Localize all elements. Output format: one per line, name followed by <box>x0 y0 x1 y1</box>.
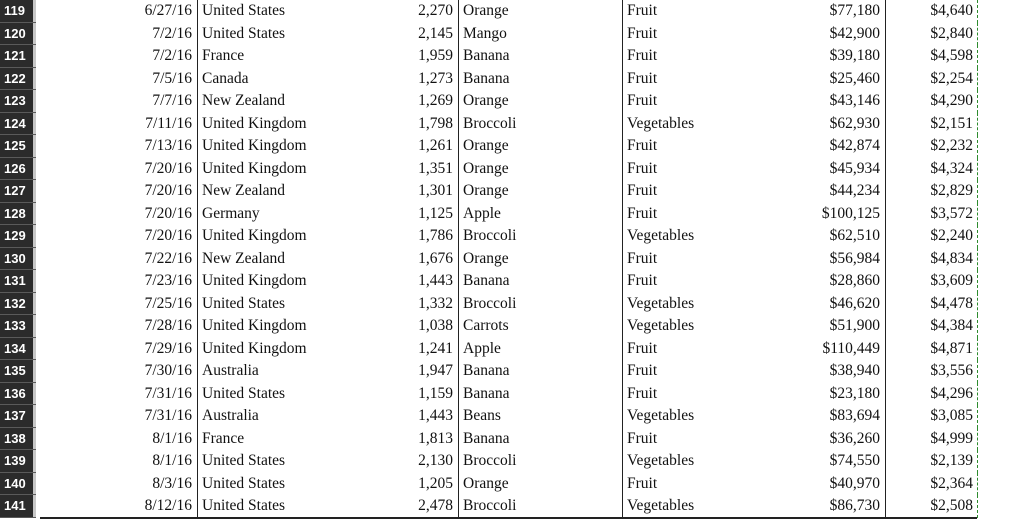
cell-revenue[interactable]: $100,125 <box>821 204 880 222</box>
cell-units[interactable]: 1,813 <box>418 429 453 447</box>
cell-date[interactable]: 7/31/16 <box>144 384 192 402</box>
cell-cost[interactable]: $3,556 <box>885 360 977 383</box>
page-break-line <box>977 225 980 248</box>
cell-product[interactable]: Banana <box>458 68 622 91</box>
cell-revenue[interactable]: $110,449 <box>822 339 880 357</box>
cell-product[interactable]: Banana <box>458 428 622 451</box>
cell-product[interactable]: Carrots <box>458 315 622 338</box>
cell-country[interactable]: New Zealand <box>197 248 397 271</box>
table-row <box>0 225 1024 248</box>
cell-product[interactable]: Orange <box>458 158 622 181</box>
cell-country[interactable]: Germany <box>197 203 397 226</box>
page-break-line <box>977 248 980 271</box>
cell-cost[interactable]: $3,085 <box>885 405 977 428</box>
cell-country[interactable]: United Kingdom <box>197 135 397 158</box>
cell-revenue[interactable]: $77,180 <box>829 2 880 19</box>
cell-units[interactable]: 1,443 <box>418 272 453 289</box>
row-header[interactable]: 133 <box>0 315 36 338</box>
cell-units[interactable]: 2,130 <box>418 452 453 469</box>
row-header[interactable]: 120 <box>0 23 36 46</box>
cell-date[interactable]: 8/12/16 <box>144 497 192 514</box>
page-break-line <box>977 270 980 293</box>
row-header[interactable]: 126 <box>0 158 36 181</box>
row-header[interactable]: 134 <box>0 338 36 361</box>
cell-product[interactable]: Banana <box>458 383 622 406</box>
cell-revenue[interactable]: $56,984 <box>829 249 880 267</box>
cell-units[interactable]: 1,332 <box>418 294 453 312</box>
cell-units[interactable]: 1,786 <box>418 227 453 244</box>
row-header[interactable]: 136 <box>0 383 36 406</box>
table-row <box>0 0 1024 23</box>
cell-product[interactable]: Apple <box>458 338 622 361</box>
cell-revenue[interactable]: $62,510 <box>829 227 880 244</box>
cell-country[interactable]: United States <box>197 0 397 23</box>
page-break-line <box>977 360 980 383</box>
cell-category[interactable]: Vegetables <box>622 450 782 473</box>
table-row <box>0 428 1024 451</box>
table-row <box>0 158 1024 181</box>
cell-revenue[interactable]: $40,970 <box>829 474 880 492</box>
cell-country[interactable]: United States <box>197 495 397 518</box>
row-header[interactable]: 138 <box>0 428 36 451</box>
cell-units[interactable]: 1,798 <box>418 114 453 132</box>
cell-cost[interactable]: $4,296 <box>885 383 977 406</box>
cell-category[interactable]: Vegetables <box>622 405 782 428</box>
cell-date[interactable]: 6/27/16 <box>144 2 192 19</box>
cell-cost[interactable]: $3,609 <box>885 270 977 293</box>
page-break-line <box>977 180 980 203</box>
cell-revenue[interactable]: $42,874 <box>829 137 880 154</box>
cell-date[interactable]: 7/25/16 <box>144 294 192 312</box>
cell-revenue[interactable]: $86,730 <box>829 497 880 514</box>
page-break-line <box>977 135 980 158</box>
cell-date[interactable]: 7/13/16 <box>144 137 192 154</box>
row-header[interactable]: 128 <box>0 203 36 226</box>
table-row <box>0 383 1024 406</box>
cell-units[interactable]: 1,301 <box>418 182 453 199</box>
cell-revenue[interactable]: $62,930 <box>829 114 880 132</box>
row-header[interactable]: 127 <box>0 180 36 203</box>
cell-date[interactable]: 7/31/16 <box>144 407 192 424</box>
cell-cost[interactable]: $4,324 <box>885 158 977 181</box>
cell-cost[interactable]: $4,640 <box>885 0 977 23</box>
cell-date[interactable]: 7/28/16 <box>144 317 192 334</box>
page-break-line <box>977 68 980 91</box>
row-header[interactable]: 132 <box>0 293 36 316</box>
cell-revenue[interactable]: $39,180 <box>829 47 880 64</box>
cell-revenue[interactable]: $46,620 <box>829 294 880 312</box>
cell-category[interactable]: Fruit <box>622 90 782 113</box>
cell-country[interactable]: France <box>197 428 397 451</box>
cell-category[interactable]: Fruit <box>622 135 782 158</box>
cell-category[interactable]: Fruit <box>622 248 782 271</box>
cell-cost[interactable]: $4,384 <box>885 315 977 338</box>
cell-category[interactable]: Fruit <box>622 270 782 293</box>
cell-date[interactable]: 7/20/16 <box>144 227 192 244</box>
page-break-line <box>977 0 980 23</box>
cell-units[interactable]: 1,241 <box>418 339 453 357</box>
table-row <box>0 360 1024 383</box>
cell-category[interactable]: Fruit <box>622 23 782 46</box>
cell-units[interactable]: 2,478 <box>418 497 453 514</box>
cell-cost[interactable]: $2,364 <box>885 473 977 496</box>
table-row <box>0 338 1024 361</box>
cell-cost[interactable]: $2,232 <box>885 135 977 158</box>
cell-category[interactable]: Vegetables <box>622 315 782 338</box>
cell-product[interactable]: Broccoli <box>458 225 622 248</box>
table-row <box>0 450 1024 473</box>
cell-category[interactable]: Fruit <box>622 383 782 406</box>
table-row <box>0 270 1024 293</box>
cell-product[interactable]: Apple <box>458 203 622 226</box>
cell-category[interactable]: Fruit <box>622 338 782 361</box>
cell-revenue[interactable]: $44,234 <box>829 182 880 199</box>
cell-units[interactable]: 1,443 <box>418 407 453 424</box>
cell-category[interactable]: Fruit <box>622 360 782 383</box>
table-row <box>0 405 1024 428</box>
row-header[interactable]: 131 <box>0 270 36 293</box>
cell-category[interactable]: Vegetables <box>622 293 782 316</box>
row-header[interactable]: 130 <box>0 248 36 271</box>
row-header[interactable]: 123 <box>0 90 36 113</box>
table-row <box>0 203 1024 226</box>
cell-country[interactable]: New Zealand <box>197 90 397 113</box>
cell-cost[interactable]: $2,254 <box>885 68 977 91</box>
cell-cost[interactable]: $2,508 <box>885 495 977 518</box>
cell-revenue[interactable]: $43,146 <box>829 92 880 109</box>
cell-cost[interactable]: $4,478 <box>885 293 977 316</box>
cell-country[interactable]: United Kingdom <box>197 225 397 248</box>
cell-category[interactable]: Fruit <box>622 0 782 23</box>
cell-units[interactable]: 1,959 <box>418 47 453 64</box>
row-header[interactable]: 119 <box>0 0 36 23</box>
cell-cost[interactable]: $2,139 <box>885 450 977 473</box>
table-row <box>0 68 1024 91</box>
cell-category[interactable]: Fruit <box>622 428 782 451</box>
cell-revenue[interactable]: $42,900 <box>829 24 880 42</box>
cell-country[interactable]: United States <box>197 293 397 316</box>
table-row <box>0 135 1024 158</box>
cell-units[interactable]: 1,269 <box>418 92 453 109</box>
table-row <box>0 90 1024 113</box>
cell-date[interactable]: 8/1/16 <box>152 429 192 447</box>
cell-country[interactable]: Australia <box>197 360 397 383</box>
cell-revenue[interactable]: $51,900 <box>829 317 880 334</box>
cell-units[interactable]: 1,273 <box>418 69 453 87</box>
page-break-line <box>977 338 980 361</box>
cell-date[interactable]: 8/3/16 <box>152 474 192 492</box>
cell-date[interactable]: 7/2/16 <box>152 47 192 64</box>
row-header[interactable]: 135 <box>0 360 36 383</box>
cell-date[interactable]: 7/23/16 <box>144 272 192 289</box>
cell-date[interactable]: 7/2/16 <box>152 24 192 42</box>
cell-date[interactable]: 8/1/16 <box>152 452 192 469</box>
cell-units[interactable]: 1,159 <box>418 384 453 402</box>
page-break-line <box>977 45 980 68</box>
cell-product[interactable]: Banana <box>458 270 622 293</box>
cell-category[interactable]: Fruit <box>622 158 782 181</box>
cell-revenue[interactable]: $36,260 <box>829 429 880 447</box>
cell-product[interactable]: Orange <box>458 135 622 158</box>
page-break-line <box>977 158 980 181</box>
page-break-line <box>977 495 980 518</box>
cell-cost[interactable]: $4,834 <box>885 248 977 271</box>
cell-cost[interactable]: $4,999 <box>885 428 977 451</box>
cell-country[interactable]: United Kingdom <box>197 338 397 361</box>
cell-product[interactable]: Broccoli <box>458 293 622 316</box>
cell-revenue[interactable]: $25,460 <box>829 69 880 87</box>
cell-units[interactable]: 1,205 <box>418 474 453 492</box>
cell-product[interactable]: Banana <box>458 360 622 383</box>
cell-units[interactable]: 2,145 <box>418 24 453 42</box>
cell-units[interactable]: 1,676 <box>418 249 453 267</box>
row-header[interactable]: 129 <box>0 225 36 248</box>
cell-revenue[interactable]: $38,940 <box>829 362 880 379</box>
cell-country[interactable]: Canada <box>197 68 397 91</box>
cell-units[interactable]: 1,038 <box>418 317 453 334</box>
cell-product[interactable]: Broccoli <box>458 113 622 136</box>
cell-date[interactable]: 7/7/16 <box>152 92 192 109</box>
cell-revenue[interactable]: $45,934 <box>829 159 880 177</box>
cell-product[interactable]: Orange <box>458 0 622 23</box>
cell-revenue[interactable]: $23,180 <box>829 384 880 402</box>
page-break-line <box>977 473 980 496</box>
page-break-line <box>977 293 980 316</box>
cell-product[interactable]: Banana <box>458 45 622 68</box>
cell-product[interactable]: Orange <box>458 473 622 496</box>
cell-product[interactable]: Broccoli <box>458 450 622 473</box>
row-header[interactable]: 125 <box>0 135 36 158</box>
table-row <box>0 495 1024 518</box>
cell-category[interactable]: Vegetables <box>622 225 782 248</box>
cell-category[interactable]: Fruit <box>622 68 782 91</box>
page-break-line <box>977 315 980 338</box>
cell-date[interactable]: 7/30/16 <box>144 362 192 379</box>
cell-date[interactable]: 7/20/16 <box>144 159 192 177</box>
cell-product[interactable]: Mango <box>458 23 622 46</box>
row-header[interactable]: 140 <box>0 473 36 496</box>
cell-cost[interactable]: $2,240 <box>885 225 977 248</box>
cell-category[interactable]: Vegetables <box>622 495 782 518</box>
table-row <box>0 315 1024 338</box>
cell-country[interactable]: United Kingdom <box>197 270 397 293</box>
cell-category[interactable]: Fruit <box>622 180 782 203</box>
cell-cost[interactable]: $4,598 <box>885 45 977 68</box>
cell-country[interactable]: United States <box>197 473 397 496</box>
cell-cost[interactable]: $2,151 <box>885 113 977 136</box>
cell-units[interactable]: 1,947 <box>418 362 453 379</box>
cell-date[interactable]: 7/29/16 <box>144 339 192 357</box>
cell-country[interactable]: United Kingdom <box>197 158 397 181</box>
cell-category[interactable]: Fruit <box>622 473 782 496</box>
cell-revenue[interactable]: $74,550 <box>829 452 880 469</box>
page-break-line <box>977 113 980 136</box>
row-header[interactable]: 137 <box>0 405 36 428</box>
row-header[interactable]: 122 <box>0 68 36 91</box>
table-row <box>0 473 1024 496</box>
page-break-line <box>977 23 980 46</box>
cell-cost[interactable]: $4,290 <box>885 90 977 113</box>
table-row <box>0 293 1024 316</box>
table-row <box>0 45 1024 68</box>
row-header[interactable]: 121 <box>0 45 36 68</box>
cell-date[interactable]: 7/20/16 <box>144 182 192 199</box>
cell-cost[interactable]: $2,829 <box>885 180 977 203</box>
cell-country[interactable]: United States <box>197 23 397 46</box>
cell-revenue[interactable]: $83,694 <box>829 407 880 424</box>
cell-product[interactable]: Orange <box>458 248 622 271</box>
row-header[interactable]: 124 <box>0 113 36 136</box>
table-row <box>0 180 1024 203</box>
table-row <box>0 248 1024 271</box>
cell-date[interactable]: 7/11/16 <box>145 114 192 132</box>
cell-date[interactable]: 7/5/16 <box>152 69 192 87</box>
page-break-line <box>977 383 980 406</box>
page-break-line <box>977 203 980 226</box>
cell-category[interactable]: Fruit <box>622 45 782 68</box>
cell-units[interactable]: 1,351 <box>418 159 453 177</box>
cell-category[interactable]: Vegetables <box>622 113 782 136</box>
row-header[interactable]: 141 <box>0 495 36 518</box>
cell-units[interactable]: 1,125 <box>418 204 453 222</box>
page-break-line <box>977 450 980 473</box>
cell-product[interactable]: Broccoli <box>458 495 622 518</box>
page-break-line <box>977 90 980 113</box>
cell-date[interactable]: 7/20/16 <box>144 204 192 222</box>
cell-cost[interactable]: $4,871 <box>885 338 977 361</box>
cell-product[interactable]: Orange <box>458 90 622 113</box>
cell-country[interactable]: United States <box>197 383 397 406</box>
cell-country[interactable]: New Zealand <box>197 180 397 203</box>
cell-country[interactable]: United States <box>197 450 397 473</box>
cell-country[interactable]: United Kingdom <box>197 113 397 136</box>
page-break-line <box>977 405 980 428</box>
cell-date[interactable]: 7/22/16 <box>144 249 192 267</box>
page-break-line <box>977 428 980 451</box>
cell-product[interactable]: Orange <box>458 180 622 203</box>
table-row <box>0 23 1024 46</box>
cell-country[interactable]: France <box>197 45 397 68</box>
cell-category[interactable]: Fruit <box>622 203 782 226</box>
cell-product[interactable]: Beans <box>458 405 622 428</box>
cell-units[interactable]: 2,270 <box>418 2 453 19</box>
cell-country[interactable]: United Kingdom <box>197 315 397 338</box>
cell-country[interactable]: Australia <box>197 405 397 428</box>
cell-revenue[interactable]: $28,860 <box>829 272 880 289</box>
row-header[interactable]: 139 <box>0 450 36 473</box>
cell-units[interactable]: 1,261 <box>418 137 453 154</box>
cell-cost[interactable]: $3,572 <box>885 203 977 226</box>
cell-cost[interactable]: $2,840 <box>885 23 977 46</box>
table-row <box>0 113 1024 136</box>
